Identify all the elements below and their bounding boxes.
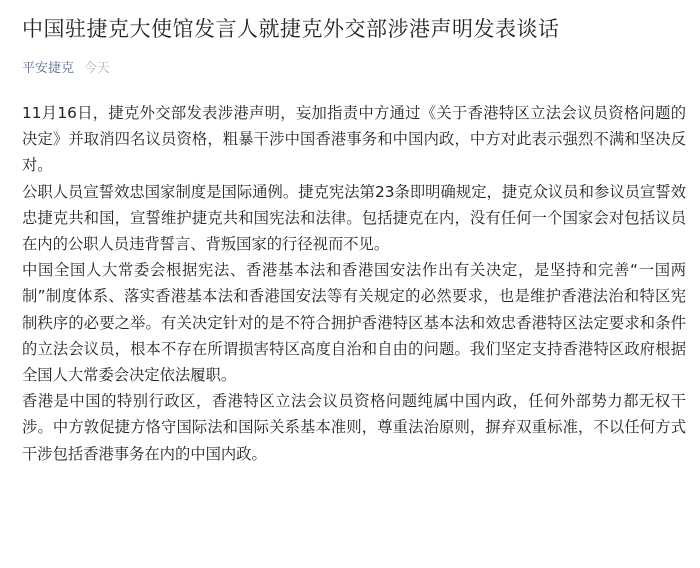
body-paragraph: 11月16日，捷克外交部发表涉港声明，妄加指责中方通过《关于香港特区立法会议员资格问题的决定》并取消四名议员资格，粗暴干涉中国香港事务和中国内政，中方对此表示强烈不满和坚决反对。 <box>22 104 686 175</box>
article-meta <box>22 60 686 78</box>
publish-date: 今天 <box>84 61 111 76</box>
body-paragraph: 中国全国人大常委会根据宪法、香港基本法和香港国安法作出有关决定，是坚持和完善“一国两制”制度体系、落实香港基本法和香港国安法等有关规定的必然要求，也是维护香港法治和特区宪制秩序的必要之举。有关决定针对的是不符合拥护香港特区基本法和效忠香港特区法定要求和条件的立法会议员，根本不存在所谓损害特区高度自治和自由的问题。我们坚定支持香港特区政府根据全国人大常委会决定依法履职。 <box>22 261 686 385</box>
source-account-link[interactable]: 平安捷克 <box>22 61 75 76</box>
article-body <box>22 100 686 467</box>
body-paragraph: 公职人员宣誓效忠国家制度是国际通例。捷克宪法第23条即明确规定，捷克众议员和参议员宣誓效忠捷克共和国，宣誓维护捷克共和国宪法和法律。包括捷克在内，没有任何一个国家会对包括议员在内的公职人员违背誓言、背叛国家的行径视而不见。 <box>22 182 686 254</box>
body-paragraph: 香港是中国的特别行政区，香港特区立法会议员资格问题纯属中国内政，任何外部势力都无权干涉。中方敦促捷方恪守国际法和国际关系基本准则，尊重法治原则，摒弃双重标准，不以任何方式干涉包括香港事务在内的中国内政。 <box>22 392 686 463</box>
article-title: 中国驻捷克大使馆发言人就捷克外交部涉港声明发表谈话 <box>22 17 560 41</box>
